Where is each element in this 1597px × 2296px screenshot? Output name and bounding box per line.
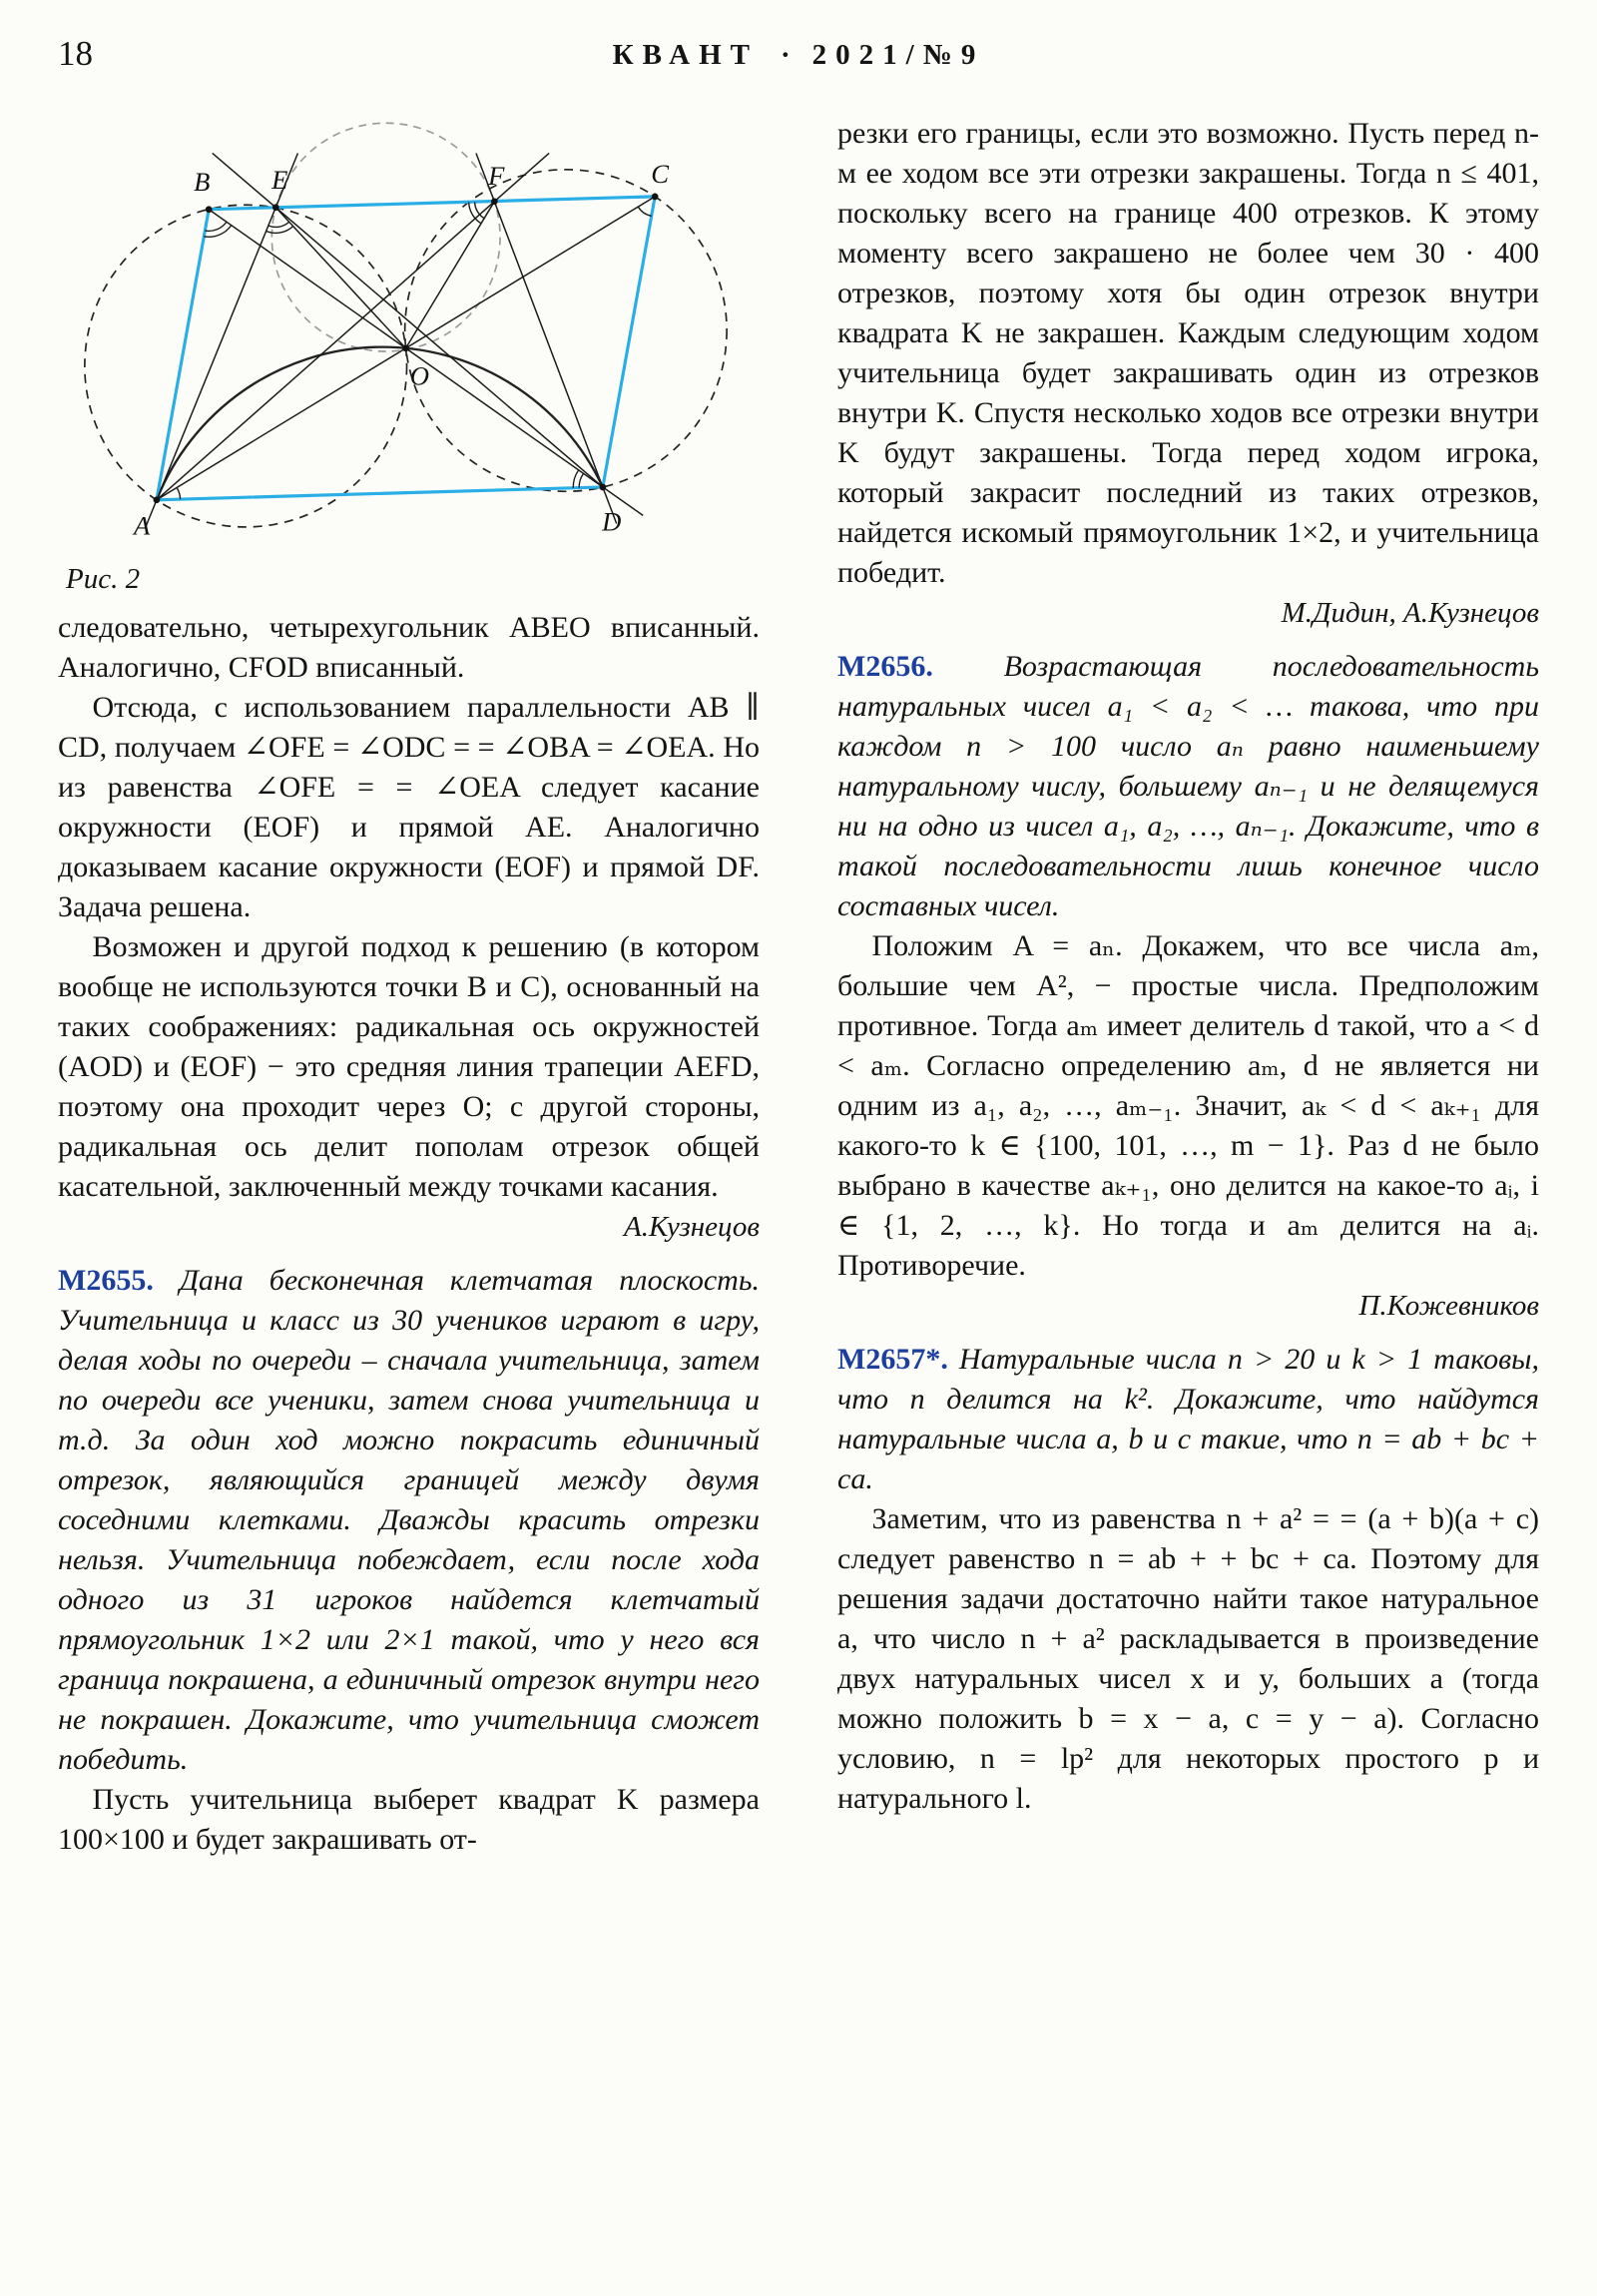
solution-paragraph: Возможен и другой подход к решению (в котором вообще не используются точки B и C), основанный на таких соображениях: радикальная ось окружностей (AOD) и (EOF) − это средняя линия трапеции AEFD, поэтому она проходит через O; с другой стороны, радикальная ось делит пополам отрезок общей касательной, заключенный между точками касания.: [58, 930, 760, 1203]
angle-mark-b1: [205, 222, 227, 231]
point-c: [652, 194, 659, 201]
journal-issue: 2021/№9: [811, 39, 985, 71]
geometry-diagram: [58, 114, 760, 559]
left-column: [58, 114, 760, 1860]
angle-mark-f1: [475, 202, 485, 218]
solution-paragraph: Положим A = aₙ. Докажем, что все числа aₘ, большие чем A², − простые числа. Предположим противное. Тогда aₘ имеет делитель d такой, что a < d < aₘ. Согласно определению aₘ, d не является ни одним из a₁, a₂, …, aₘ₋₁. Значит, aₖ < d < aₖ₊₁ для какого-то k ∈ {100, 101, …, m − 1}. Раз d не было выбрано в качестве aₖ₊₁, оно делится на какое-то aᵢ, i ∈ {1, 2, …, k}. Но тогда и aₘ делится на aᵢ. Противоречие.: [837, 929, 1539, 1282]
angle-mark-a1: [177, 487, 180, 499]
circle-eof-dashed: [271, 123, 500, 351]
circle-cfod-dashed: [405, 170, 727, 491]
point-a: [154, 496, 161, 503]
journal-title: [58, 34, 1539, 72]
figure-caption: Рис. 2: [66, 563, 141, 595]
author-signature: А.Кузнецов: [624, 1211, 760, 1243]
solution-continuation-paragraph: следовательно, четырехугольник ABEO вписанный. Аналогично, CFOD вписанный.: [58, 611, 760, 684]
problem-statement: Возрастающая последовательность натуральных чисел a₁ < a₂ < … такова, что при каждом n > 100 число aₙ равно наименьшему натуральному числу, большему aₙ₋₁ и не делящемуся ни на одно из чисел a₁, a₂, …, aₙ₋₁. Докажите, что в такой последовательности лишь конечное число составных чисел.: [837, 650, 1539, 922]
arc-aod-solid: [157, 347, 603, 500]
point-label-o: O: [409, 360, 429, 391]
two-column-layout: [58, 114, 1539, 1860]
problem-m2656: [837, 647, 1539, 926]
problem-number: М2656.: [837, 650, 933, 683]
point-label-f: F: [488, 161, 505, 192]
solution-continuation-paragraph: резки его границы, если это возможно. Пусть перед n-м ее ходом все эти отрезки закрашены. Тогда n ≤ 401, поскольку всего на границе 400 отрезков. К этому моменту всего закрашено не более чем 30 · 400 отрезков, поэтому хотя бы один отрезок внутри квадрата K не закрашен. Каждым следующим ходом учительница будет закрашивать один из отрезков внутри K. Спустя несколько ходов все отрезки внутри K будут закрашены. Тогда перед ходом игрока, который закрасит последний из таких отрезков, найдется искомый прямоугольник 1×2, и учительница победит.: [837, 117, 1539, 589]
problem-statement: Дана бесконечная клетчатая плоскость. Учительница и класс из 30 учеников играют в игру, делая ходы по очереди – сначала учительница, затем по очереди все ученики, затем снова учительница и т.д. За один ход можно покрасить единичный отрезок, являющийся границей между двумя соседними клетками. Дважды красить отрезки нельзя. Учительница побеждает, если после хода одного из 31 игроков найдется клетчатый прямоугольник 1×2 или 2×1 такой, что у него вся граница покрашена, а единичный отрезок внутри него не покрашен. Докажите, что учительница сможет победить.: [58, 1264, 761, 1776]
line-df-extended: [476, 153, 617, 523]
figure-2: [58, 114, 760, 596]
problem-number: М2655.: [58, 1264, 154, 1297]
angle-mark-c1: [638, 207, 651, 216]
point-e: [272, 204, 279, 211]
author-signature: П.Кожевников: [1358, 1290, 1539, 1322]
right-column: [837, 114, 1539, 1860]
title-separator: ·: [781, 39, 791, 71]
segment-oe: [275, 208, 405, 348]
journal-name: КВАНТ: [612, 39, 759, 71]
angle-mark-d1: [579, 473, 583, 487]
problem-statement: Натуральные числа n > 20 и k > 1 таковы, что n делится на k². Докажите, что найдутся натуральные числа a, b и c такие, что n = ab + bc + ca.: [837, 1343, 1539, 1495]
solution-paragraph: Заметим, что из равенства n + a² = = (a + b)(a + c) следует равенство n = ab + + bc + ca. Поэтому для решения задачи достаточно найти такое натуральное a, что число n + a² раскладывается в произведение двух натуральных чисел x и y, больших a (тогда можно положить b = x − a, c = y − a). Согласно условию, n = lp² для некоторых простого p и натурального l.: [837, 1502, 1539, 1815]
problem-number: М2657*.: [837, 1343, 948, 1376]
point-label-b: B: [194, 166, 211, 197]
point-b: [206, 206, 213, 213]
point-label-a: A: [133, 510, 151, 541]
solution-paragraph: Отсюда, с использованием параллельности AB ∥ CD, получаем ∠OFE = ∠ODC = = ∠OBA = ∠OEA. Но из равенства ∠OFE = = ∠OEA следует касание окружности (EOF) и прямой AE. Аналогично доказываем касание окружности (EOF) и прямой DF. Задача решена.: [58, 691, 760, 923]
point-label-c: C: [651, 159, 669, 190]
point-label-e: E: [271, 164, 288, 195]
angle-mark-e1: [268, 222, 289, 227]
circle-abeo-dashed: [85, 205, 407, 527]
problem-m2655: [58, 1261, 760, 1780]
page-number: 18: [58, 34, 93, 73]
point-f: [491, 198, 498, 205]
solution-paragraph: Пусть учительница выберет квадрат K размера 100×100 и будет закрашивать от-: [58, 1783, 760, 1856]
angle-mark-d2: [573, 470, 578, 488]
point-d: [600, 484, 607, 491]
page-header: [58, 34, 1539, 92]
point-o: [402, 344, 409, 351]
problem-m2657: [837, 1340, 1539, 1499]
author-signature: М.Дидин, А.Кузнецов: [1281, 597, 1539, 629]
point-label-d: D: [602, 506, 622, 537]
